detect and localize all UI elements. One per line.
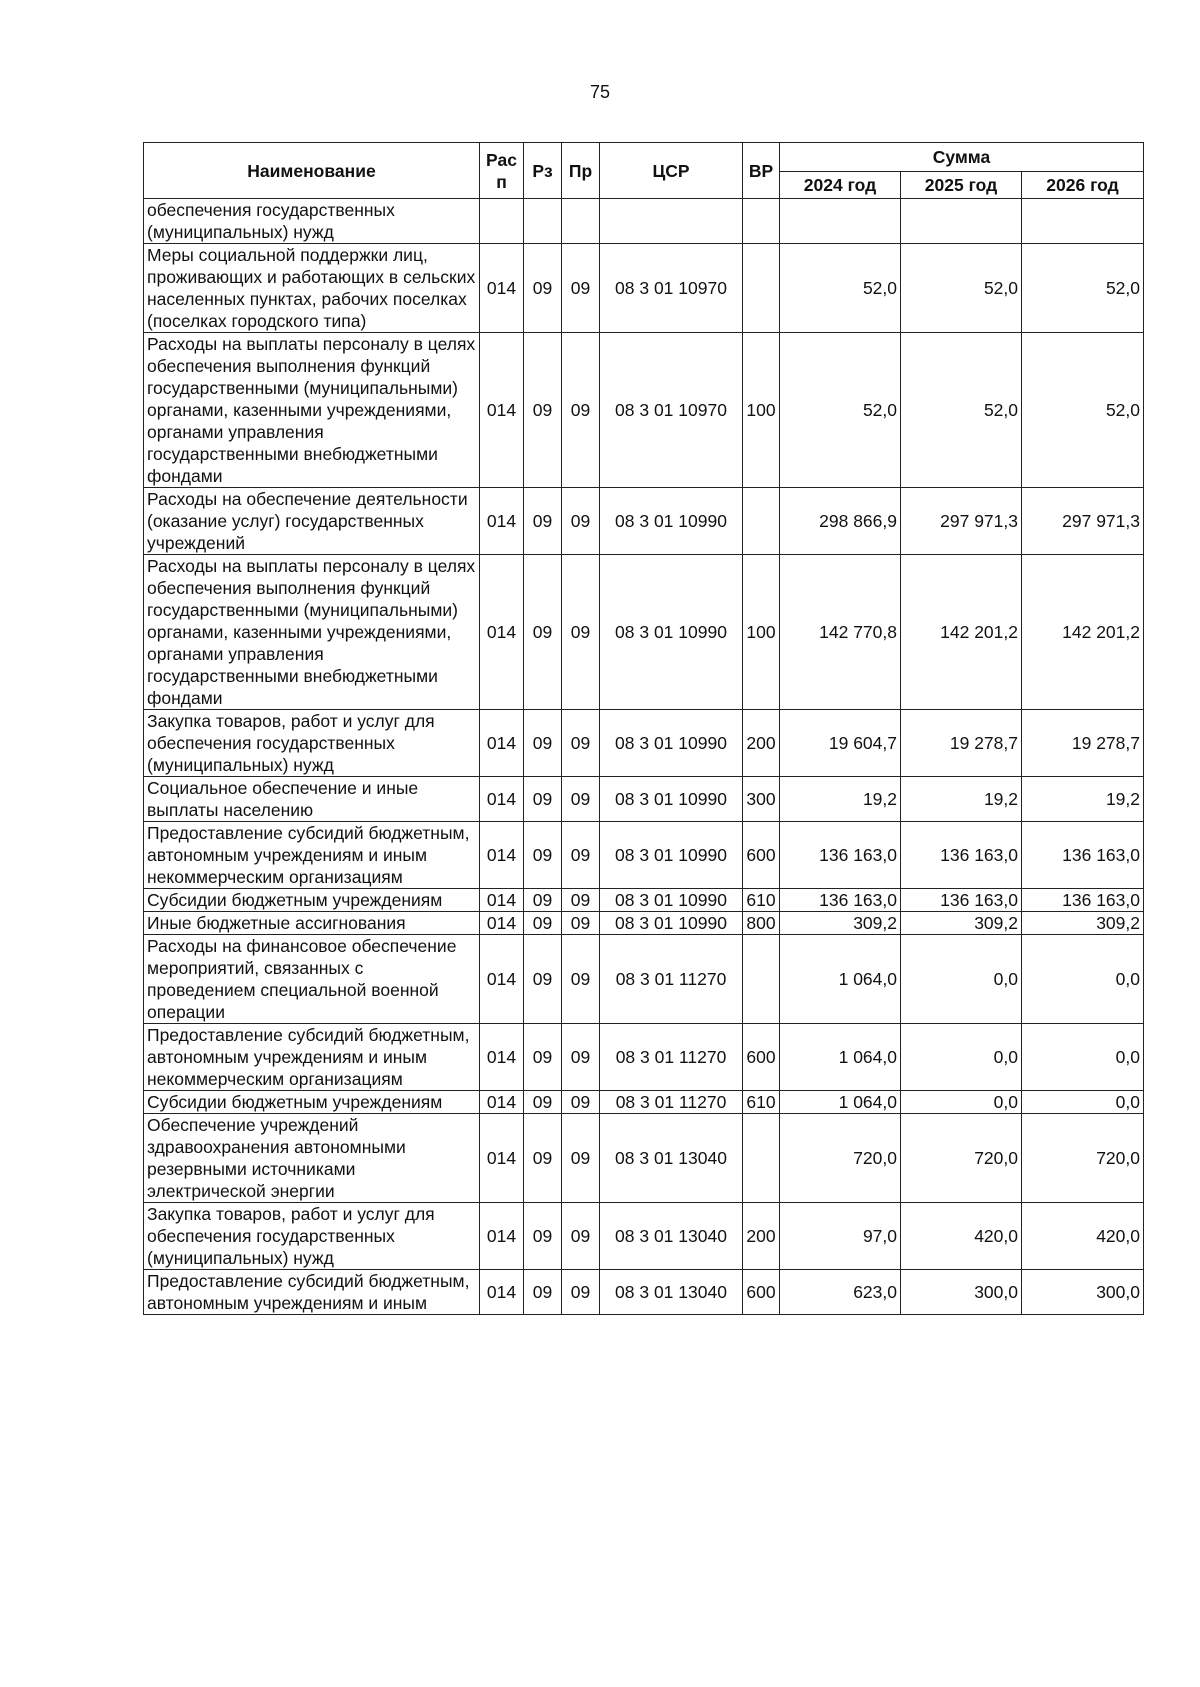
row-rz: 09: [524, 1270, 562, 1315]
row-sum-2026: 136 163,0: [1022, 889, 1144, 912]
budget-table: [143, 142, 1144, 1315]
row-sum-2025: 136 163,0: [901, 889, 1022, 912]
row-rz: 09: [524, 1203, 562, 1270]
row-sum-2024: 136 163,0: [780, 822, 901, 889]
header-sum: Сумма: [780, 143, 1144, 172]
row-rasp: 014: [480, 555, 524, 710]
row-rz: 09: [524, 777, 562, 822]
row-vr: [743, 244, 780, 333]
row-name: Расходы на финансовое обеспечение мероприятий, связанных с проведением специальной военной операции: [144, 935, 480, 1024]
row-vr: 200: [743, 1203, 780, 1270]
row-rz: 09: [524, 1091, 562, 1114]
row-name: Обеспечение учреждений здравоохранения автономными резервными источниками электрической энергии: [144, 1114, 480, 1203]
row-name: Предоставление субсидий бюджетным, автономным учреждениям и иным: [144, 1270, 480, 1315]
table-header: [144, 143, 1144, 199]
row-csr: 08 3 01 10990: [600, 777, 743, 822]
table-row: [144, 822, 1144, 889]
row-sum-2024: 1 064,0: [780, 1024, 901, 1091]
row-name: Расходы на выплаты персоналу в целях обеспечения выполнения функций государственными (муниципальными) органами, казенными учреждениями, органами управления государственными внебюджетными фондами: [144, 333, 480, 488]
table-row: [144, 1203, 1144, 1270]
row-vr: 300: [743, 777, 780, 822]
row-rasp: 014: [480, 777, 524, 822]
row-rz: 09: [524, 1114, 562, 1203]
header-name: Наименование: [144, 143, 480, 199]
row-sum-2024: 52,0: [780, 333, 901, 488]
row-sum-2024: 1 064,0: [780, 1091, 901, 1114]
header-year-2026: 2026 год: [1022, 172, 1144, 199]
row-name: Меры социальной поддержки лиц, проживающих и работающих в сельских населенных пунктах, рабочих поселках (поселках городского типа): [144, 244, 480, 333]
row-name: Иные бюджетные ассигнования: [144, 912, 480, 935]
row-vr: 610: [743, 889, 780, 912]
row-sum-2026: 0,0: [1022, 935, 1144, 1024]
row-pr: 09: [562, 710, 600, 777]
row-sum-2024: 19,2: [780, 777, 901, 822]
row-rasp: 014: [480, 935, 524, 1024]
row-rz: 09: [524, 333, 562, 488]
row-vr: 100: [743, 333, 780, 488]
row-pr: 09: [562, 777, 600, 822]
row-vr: 600: [743, 1024, 780, 1091]
header-year-2024: 2024 год: [780, 172, 901, 199]
row-rasp: 014: [480, 822, 524, 889]
row-sum-2026: 300,0: [1022, 1270, 1144, 1315]
row-sum-2025: 19,2: [901, 777, 1022, 822]
table-row: [144, 912, 1144, 935]
row-sum-2025: 142 201,2: [901, 555, 1022, 710]
row-sum-2025: 420,0: [901, 1203, 1022, 1270]
row-pr: [562, 199, 600, 244]
row-name: Предоставление субсидий бюджетным, автономным учреждениям и иным некоммерческим организациям: [144, 1024, 480, 1091]
row-vr: [743, 488, 780, 555]
row-pr: 09: [562, 555, 600, 710]
row-sum-2025: [901, 199, 1022, 244]
row-sum-2025: 297 971,3: [901, 488, 1022, 555]
row-sum-2025: 300,0: [901, 1270, 1022, 1315]
row-csr: 08 3 01 10990: [600, 912, 743, 935]
row-sum-2024: 19 604,7: [780, 710, 901, 777]
row-rasp: [480, 199, 524, 244]
row-name: Субсидии бюджетным учреждениям: [144, 889, 480, 912]
row-sum-2025: 52,0: [901, 244, 1022, 333]
row-pr: 09: [562, 1114, 600, 1203]
row-vr: 600: [743, 822, 780, 889]
row-csr: 08 3 01 10990: [600, 555, 743, 710]
row-vr: [743, 199, 780, 244]
row-sum-2025: 0,0: [901, 1091, 1022, 1114]
row-sum-2026: 19,2: [1022, 777, 1144, 822]
row-sum-2026: [1022, 199, 1144, 244]
row-rasp: 014: [480, 889, 524, 912]
row-csr: 08 3 01 13040: [600, 1114, 743, 1203]
row-pr: 09: [562, 1024, 600, 1091]
row-sum-2025: 52,0: [901, 333, 1022, 488]
row-rasp: 014: [480, 1203, 524, 1270]
row-sum-2026: 720,0: [1022, 1114, 1144, 1203]
row-pr: 09: [562, 333, 600, 488]
table-row: [144, 935, 1144, 1024]
table-row: [144, 889, 1144, 912]
row-csr: 08 3 01 11270: [600, 1091, 743, 1114]
row-rz: 09: [524, 935, 562, 1024]
row-name: Субсидии бюджетным учреждениям: [144, 1091, 480, 1114]
row-sum-2026: 142 201,2: [1022, 555, 1144, 710]
row-csr: 08 3 01 10990: [600, 710, 743, 777]
table-row: [144, 333, 1144, 488]
row-sum-2026: 0,0: [1022, 1091, 1144, 1114]
row-rz: 09: [524, 912, 562, 935]
row-sum-2026: 136 163,0: [1022, 822, 1144, 889]
row-sum-2026: 420,0: [1022, 1203, 1144, 1270]
row-pr: 09: [562, 488, 600, 555]
row-pr: 09: [562, 244, 600, 333]
row-sum-2025: 720,0: [901, 1114, 1022, 1203]
row-sum-2026: 52,0: [1022, 333, 1144, 488]
table-row: [144, 199, 1144, 244]
row-rasp: 014: [480, 912, 524, 935]
row-vr: 200: [743, 710, 780, 777]
row-csr: 08 3 01 10990: [600, 488, 743, 555]
table-row: [144, 1270, 1144, 1315]
row-sum-2025: 0,0: [901, 935, 1022, 1024]
row-sum-2024: 1 064,0: [780, 935, 901, 1024]
row-sum-2026: 297 971,3: [1022, 488, 1144, 555]
row-csr: 08 3 01 10990: [600, 822, 743, 889]
row-rz: 09: [524, 555, 562, 710]
row-rz: 09: [524, 710, 562, 777]
row-rasp: 014: [480, 488, 524, 555]
row-pr: 09: [562, 935, 600, 1024]
row-rasp: 014: [480, 333, 524, 488]
row-sum-2026: 309,2: [1022, 912, 1144, 935]
row-sum-2025: 19 278,7: [901, 710, 1022, 777]
header-rasp: Рас п: [480, 143, 524, 199]
row-csr: 08 3 01 11270: [600, 935, 743, 1024]
row-pr: 09: [562, 822, 600, 889]
row-rz: 09: [524, 822, 562, 889]
row-vr: 800: [743, 912, 780, 935]
row-sum-2025: 136 163,0: [901, 822, 1022, 889]
row-sum-2026: 0,0: [1022, 1024, 1144, 1091]
table-row: [144, 244, 1144, 333]
row-sum-2024: [780, 199, 901, 244]
row-sum-2024: 97,0: [780, 1203, 901, 1270]
row-csr: 08 3 01 13040: [600, 1203, 743, 1270]
row-pr: 09: [562, 889, 600, 912]
row-sum-2024: 720,0: [780, 1114, 901, 1203]
row-pr: 09: [562, 1203, 600, 1270]
row-vr: [743, 1114, 780, 1203]
row-sum-2024: 623,0: [780, 1270, 901, 1315]
header-rz: Рз: [524, 143, 562, 199]
table-row: [144, 488, 1144, 555]
row-name: Предоставление субсидий бюджетным, автономным учреждениям и иным некоммерческим организациям: [144, 822, 480, 889]
row-rasp: 014: [480, 244, 524, 333]
row-csr: [600, 199, 743, 244]
table-row: [144, 777, 1144, 822]
row-sum-2024: 136 163,0: [780, 889, 901, 912]
row-csr: 08 3 01 11270: [600, 1024, 743, 1091]
table-row: [144, 555, 1144, 710]
row-rz: 09: [524, 244, 562, 333]
header-vr: ВР: [743, 143, 780, 199]
row-sum-2024: 142 770,8: [780, 555, 901, 710]
row-name: обеспечения государственных (муниципальных) нужд: [144, 199, 480, 244]
row-rasp: 014: [480, 710, 524, 777]
row-rz: 09: [524, 488, 562, 555]
row-pr: 09: [562, 912, 600, 935]
row-pr: 09: [562, 1091, 600, 1114]
row-name: Расходы на выплаты персоналу в целях обеспечения выполнения функций государственными (муниципальными) органами, казенными учреждениями, органами управления государственными внебюджетными фондами: [144, 555, 480, 710]
row-rz: 09: [524, 889, 562, 912]
table-row: [144, 710, 1144, 777]
row-csr: 08 3 01 10970: [600, 333, 743, 488]
table-body: [144, 199, 1144, 1315]
header-year-2025: 2025 год: [901, 172, 1022, 199]
row-vr: 610: [743, 1091, 780, 1114]
row-rasp: 014: [480, 1270, 524, 1315]
row-name: Социальное обеспечение и иные выплаты населению: [144, 777, 480, 822]
table-row: [144, 1091, 1144, 1114]
row-rz: 09: [524, 1024, 562, 1091]
header-csr: ЦСР: [600, 143, 743, 199]
row-rasp: 014: [480, 1024, 524, 1091]
table-row: [144, 1024, 1144, 1091]
row-csr: 08 3 01 10970: [600, 244, 743, 333]
row-rasp: 014: [480, 1091, 524, 1114]
row-sum-2024: 309,2: [780, 912, 901, 935]
row-csr: 08 3 01 13040: [600, 1270, 743, 1315]
row-sum-2025: 309,2: [901, 912, 1022, 935]
row-rz: [524, 199, 562, 244]
row-sum-2024: 298 866,9: [780, 488, 901, 555]
row-vr: 600: [743, 1270, 780, 1315]
row-sum-2026: 19 278,7: [1022, 710, 1144, 777]
row-sum-2024: 52,0: [780, 244, 901, 333]
row-csr: 08 3 01 10990: [600, 889, 743, 912]
page-number: 75: [589, 82, 611, 102]
row-name: Закупка товаров, работ и услуг для обеспечения государственных (муниципальных) нужд: [144, 710, 480, 777]
row-vr: 100: [743, 555, 780, 710]
row-pr: 09: [562, 1270, 600, 1315]
row-rasp: 014: [480, 1114, 524, 1203]
header-pr: Пр: [562, 143, 600, 199]
row-vr: [743, 935, 780, 1024]
row-sum-2025: 0,0: [901, 1024, 1022, 1091]
row-name: Расходы на обеспечение деятельности (оказание услуг) государственных учреждений: [144, 488, 480, 555]
table-row: [144, 1114, 1144, 1203]
row-sum-2026: 52,0: [1022, 244, 1144, 333]
row-name: Закупка товаров, работ и услуг для обеспечения государственных (муниципальных) нужд: [144, 1203, 480, 1270]
